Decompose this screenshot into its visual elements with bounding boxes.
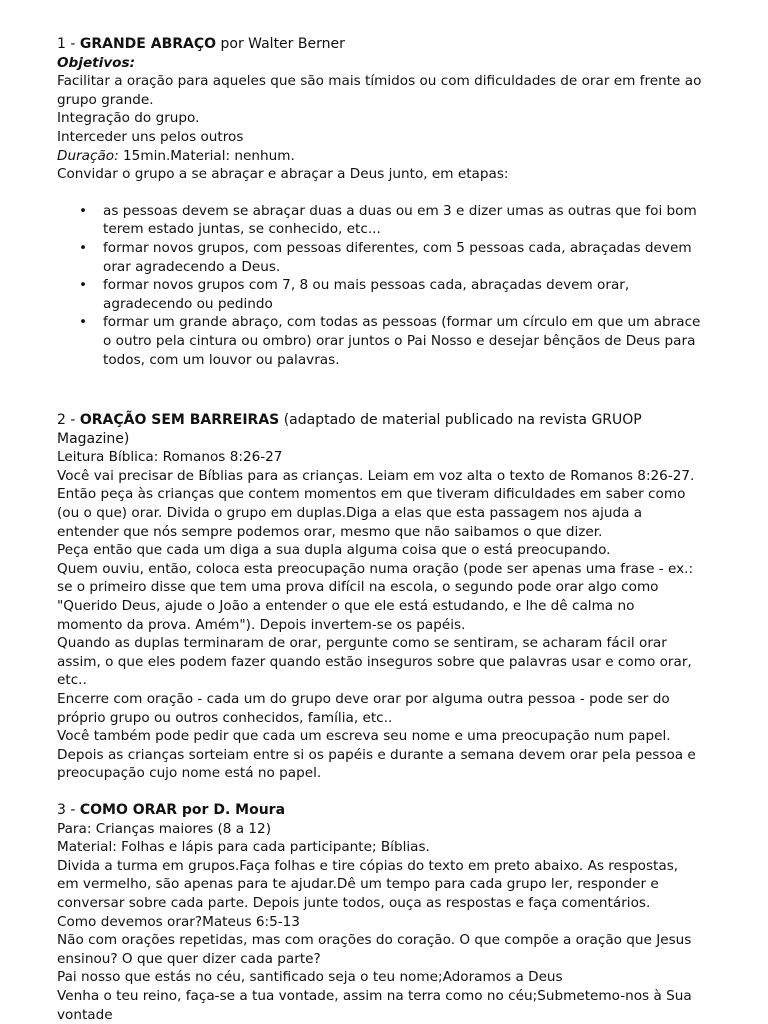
- list-item: • formar novos grupos, com pessoas diferentes, com 5 pessoas cada, abraçadas devem orar agradecendo a Deus.: [103, 239, 702, 276]
- section2-paragraph: Então peça às crianças que contem momentos em que tiveram dificuldades em saber como (ou o que) orar. Divida o grupo em duplas.Diga a elas que esta passagem nos ajuda a entender que nós sempre podemos orar, mesmo que não saibamos o que dizer.: [57, 486, 686, 540]
- section2-number: 2 -: [57, 412, 80, 429]
- objective-item: Integração do grupo.: [57, 110, 200, 127]
- section3-paragraph: Como devemos orar?Mateus 6:5-13: [57, 913, 300, 930]
- section2-heading: [57, 411, 702, 448]
- list-item: • formar um grande abraço, com todas as pessoas (formar um círculo em que um abrace o outro pela cintura ou ombro) orar juntos o Pai Nosso e desejar bênçãos de Deus para todos, com um louvor ou palavras.: [103, 313, 702, 369]
- objective-item: Interceder uns pelos outros: [57, 128, 244, 145]
- steps-list: [57, 202, 702, 369]
- list-item: • formar novos grupos com 7, 8 ou mais pessoas cada, abraçadas devem orar, agradecendo ou pedindo: [103, 276, 702, 313]
- document-page: [57, 35, 702, 1024]
- objective-item: Facilitar a oração para aqueles que são mais tímidos ou com dificuldades de orar em frente ao grupo grande.: [57, 73, 702, 108]
- section3-title: COMO ORAR por D. Moura: [79, 801, 286, 818]
- section2-paragraph: Peça então que cada um diga a sua dupla alguma coisa que o está preocupando.: [57, 542, 611, 559]
- section3-paragraph: Divida a turma em grupos.Faça folhas e tire cópias do texto em preto abaixo. As respostas, em vermelho, são apenas para te ajudar.Dê um tempo para cada grupo ler, responder e conversar sobre cada parte. Depois junte todos, ouça as respostas e faça comentários.: [57, 857, 679, 911]
- objectives-label: Objetivos:: [57, 54, 136, 71]
- section1-intro: Convidar o grupo a se abraçar e abraçar a Deus junto, em etapas:: [57, 166, 509, 183]
- duration-line: [57, 147, 702, 166]
- section2-paragraph: Quando as duplas terminaram de orar, pergunte como se sentiram, se acharam fácil orar assim, o que eles podem fazer quando estão inseguros sobre que palavras usar e como orar, etc..: [57, 635, 692, 689]
- section2-paragraph: Você também pode pedir que cada um escreva seu nome e uma preocupação num papel. Depois as crianças sorteiam entre si os papéis e durante a semana devem orar pela pessoa e preocupação cujo nome está no papel.: [57, 728, 696, 782]
- section3-number: 3 -: [57, 801, 80, 818]
- section2-paragraph: Quem ouviu, então, coloca esta preocupação numa oração (pode ser apenas uma frase - ex.: se o primeiro disse que tem uma prova difícil na escola, o segundo pode orar algo como "Querido Deus, ajude o João a entender o que ele está estudando, e lhe dê calma no momento da prova. Amém"). Depois invertem-se os papéis.: [57, 560, 694, 633]
- section1-heading: [57, 35, 702, 54]
- section1-number: 1 -: [57, 36, 80, 52]
- section3-paragraph: Venha o teu reino, faça-se a tua vontade, assim na terra como no céu;Submetemo-nos à Sua vontade: [57, 987, 692, 1023]
- list-item: • as pessoas devem se abraçar duas a duas ou em 3 e dizer umas as outras que foi bom terem estado juntas, se conhecido, etc...: [103, 202, 702, 239]
- section2-paragraph: Encerre com oração - cada um do grupo deve orar por alguma outra pessoa - pode ser do próprio grupo ou outros conhecidos, família, etc..: [57, 691, 670, 726]
- section2-title: ORAÇÃO SEM BARREIRAS: [79, 412, 280, 429]
- section2-paragraph: Leitura Bíblica: Romanos 8:26-27: [57, 449, 283, 466]
- section3-paragraph: Não com orações repetidas, mas com orações do coração. O que compõe a oração que Jesus ensinou? O que quer dizer cada parte?: [57, 932, 692, 967]
- duration-text: 15min.Material: nenhum.: [118, 147, 295, 164]
- section3-paragraph: Para: Crianças maiores (8 a 12): [57, 820, 271, 837]
- section3-paragraph: Pai nosso que estás no céu, santificado seja o teu nome;Adoramos a Deus: [57, 969, 563, 986]
- section3-heading: [57, 801, 702, 820]
- duration-label: Duração:: [57, 147, 119, 164]
- section3-paragraph: Material: Folhas e lápis para cada participante; Bíblias.: [57, 839, 430, 856]
- section2-subtitle: (adaptado de material publicado na revista GRUOP Magazine): [57, 412, 642, 447]
- section1-title: GRANDE ABRAÇO: [79, 36, 217, 52]
- section2-paragraph: Você vai precisar de Bíblias para as crianças. Leiam em voz alta o texto de Romanos 8:26-27.: [57, 467, 695, 484]
- section1-author: por Walter Berner: [216, 36, 345, 52]
